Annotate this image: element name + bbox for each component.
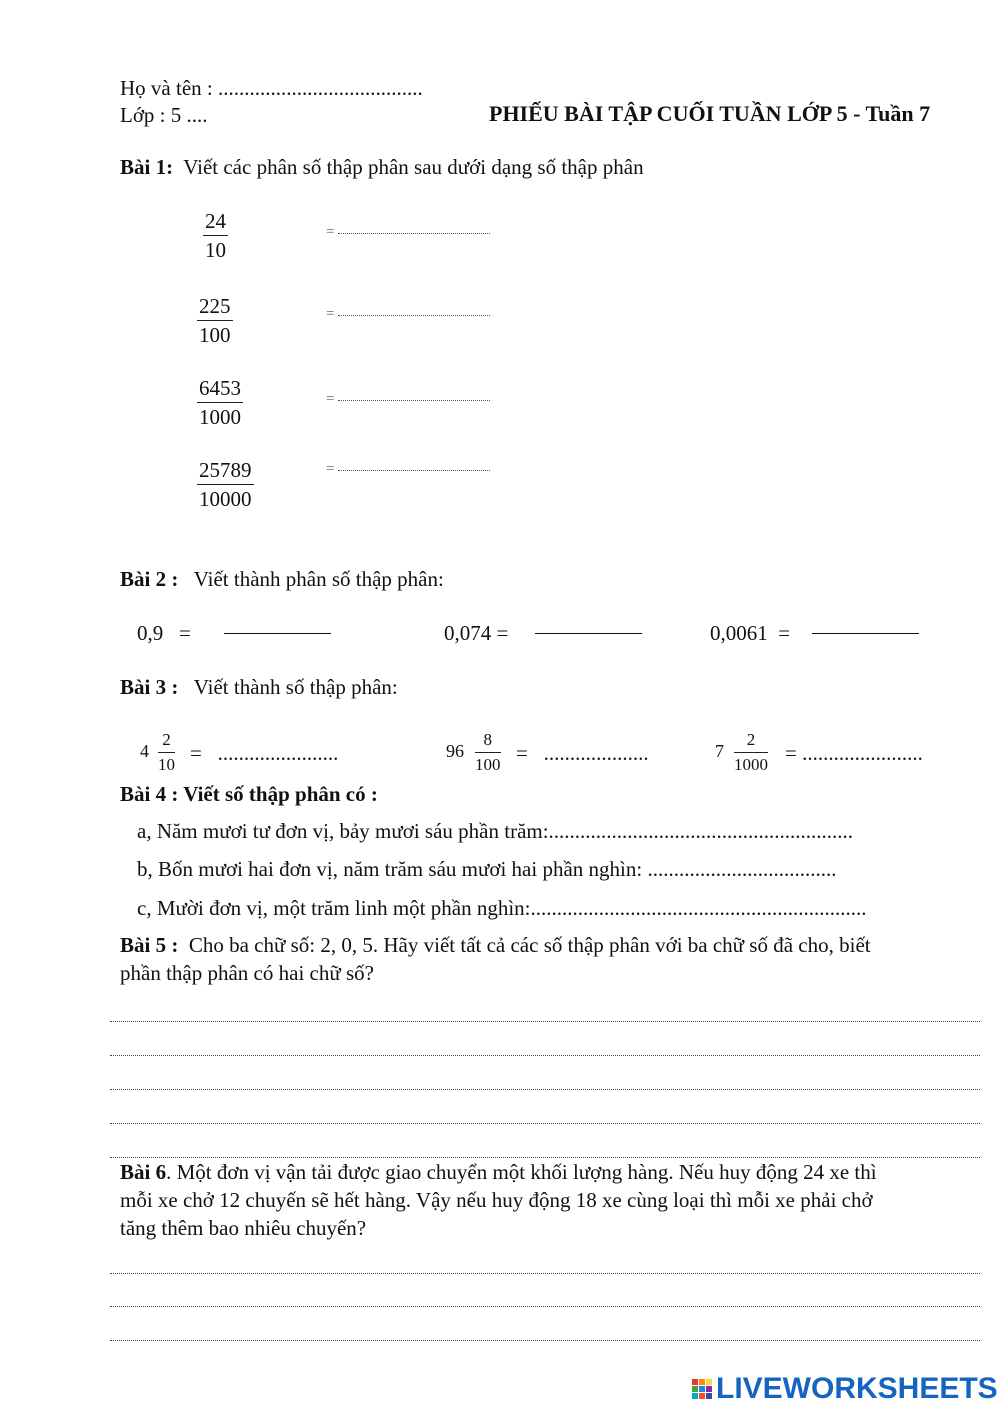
bai1-fraction-1 [203, 209, 228, 262]
bai6-answer-line[interactable] [110, 1340, 980, 1341]
bai5-text-1: Cho ba chữ số: 2, 0, 5. Hãy viết tất cả các số thập phân với ba chữ số đã cho, biết [188, 933, 871, 957]
bai3-whole-2: 96 [446, 741, 464, 761]
equals-sign: = [326, 306, 335, 322]
bai3-whole-1: 4 [140, 741, 149, 761]
bai5-answer-line[interactable] [110, 1055, 980, 1056]
bai6-line-2: mỗi xe chở 12 chuyến sẽ hết hàng. Vậy nếu huy động 18 xe cùng loại thì mỗi xe phải chở [120, 1188, 873, 1212]
bai3-answer-2[interactable]: = .................... [516, 741, 649, 765]
bai6-line-1 [120, 1160, 877, 1185]
bai1-fraction-4 [197, 458, 254, 511]
bai3-fraction-2 [475, 730, 501, 775]
bai2-text: Viết thành phân số thập phân: [193, 567, 444, 591]
bai6-line-3: tăng thêm bao nhiêu chuyến? [120, 1216, 367, 1240]
fraction-denominator: 1000 [199, 405, 241, 429]
bai2-item-2: 0,074 = [444, 621, 509, 645]
bai6-answer-line[interactable] [110, 1306, 980, 1307]
bai1-fraction-3 [197, 376, 243, 429]
fraction-numerator: 8 [475, 730, 501, 753]
bai3-heading [120, 675, 398, 700]
bai2-label: Bài 2 : [120, 567, 179, 591]
bai6-label: Bài 6 [120, 1160, 167, 1184]
bai2-item-3: 0,0061 = [710, 621, 791, 645]
bai3-whole-3: 7 [715, 741, 724, 761]
fraction-denominator: 1000 [734, 755, 768, 774]
fraction-denominator: 10000 [199, 487, 252, 511]
bai2-answer-2[interactable] [535, 633, 642, 634]
bai3-label: Bài 3 : [120, 675, 179, 699]
fraction-numerator: 2 [158, 730, 175, 753]
bai2-item-1: 0,9 = [137, 621, 191, 645]
bai5-answer-line[interactable] [110, 1123, 980, 1124]
logo-text: LIVEWORKSHEETS [716, 1372, 998, 1405]
bai5-line-1 [120, 933, 871, 958]
bai5-answer-line[interactable] [110, 1089, 980, 1090]
equals-sign: = [326, 391, 335, 407]
bai1-answer-1[interactable] [326, 224, 490, 241]
fraction-denominator: 100 [475, 755, 501, 774]
bai5-answer-line[interactable] [110, 1021, 980, 1022]
bai6-answer-line[interactable] [110, 1273, 980, 1274]
bai4-item-a[interactable]: a, Năm mươi tư đơn vị, bảy mươi sáu phần trăm:.......................................................... [137, 819, 854, 843]
bai3-fraction-3 [734, 730, 768, 775]
bai5-line-2: phần thập phân có hai chữ số? [120, 961, 374, 985]
fraction-denominator: 10 [158, 755, 175, 774]
liveworksheets-logo [692, 1372, 998, 1406]
bai3-fraction-1 [158, 730, 175, 775]
bai1-fraction-2 [197, 294, 233, 347]
bai4-item-c[interactable]: c, Mười đơn vị, một trăm linh một phần nghìn:................................................................ [137, 896, 867, 920]
equals-sign: = [326, 461, 335, 477]
bai3-answer-3[interactable]: = ....................... [785, 741, 923, 765]
bai5-answer-line[interactable] [110, 1157, 980, 1158]
logo-grid-icon [692, 1379, 712, 1399]
bai1-answer-2[interactable] [326, 306, 490, 323]
fraction-numerator: 2 [734, 730, 768, 753]
bai1-heading [120, 155, 644, 180]
bai3-answer-1[interactable]: = ....................... [190, 741, 339, 765]
bai6-text-1: . Một đơn vị vận tải được giao chuyển một khối lượng hàng. Nếu huy động 24 xe thì [166, 1160, 877, 1184]
student-name-line: Họ và tên : ....................................... [120, 76, 423, 100]
bai3-text: Viết thành số thập phân: [193, 675, 398, 699]
bai5-label: Bài 5 : [120, 933, 179, 957]
bai1-answer-3[interactable] [326, 391, 490, 408]
fraction-denominator: 100 [199, 323, 231, 347]
fraction-numerator: 25789 [197, 458, 254, 485]
bai4-item-b[interactable]: b, Bốn mươi hai đơn vị, năm trăm sáu mươi hai phần nghìn: .................................... [137, 857, 837, 881]
bai1-label: Bài 1: [120, 155, 174, 179]
bai2-heading [120, 567, 444, 592]
bai1-text: Viết các phân số thập phân sau dưới dạng số thập phân [183, 155, 644, 179]
fraction-numerator: 24 [203, 209, 228, 236]
bai2-answer-1[interactable] [224, 633, 331, 634]
class-line: Lớp : 5 .... [120, 103, 208, 127]
bai4-heading: Bài 4 : Viết số thập phân có : [120, 782, 378, 806]
equals-sign: = [326, 224, 335, 240]
fraction-numerator: 6453 [197, 376, 243, 403]
bai2-answer-3[interactable] [812, 633, 919, 634]
bai1-answer-4[interactable] [326, 461, 490, 478]
fraction-denominator: 10 [205, 238, 226, 262]
fraction-numerator: 225 [197, 294, 233, 321]
worksheet-title: PHIẾU BÀI TẬP CUỐI TUẦN LỚP 5 - Tuần 7 [489, 101, 931, 126]
